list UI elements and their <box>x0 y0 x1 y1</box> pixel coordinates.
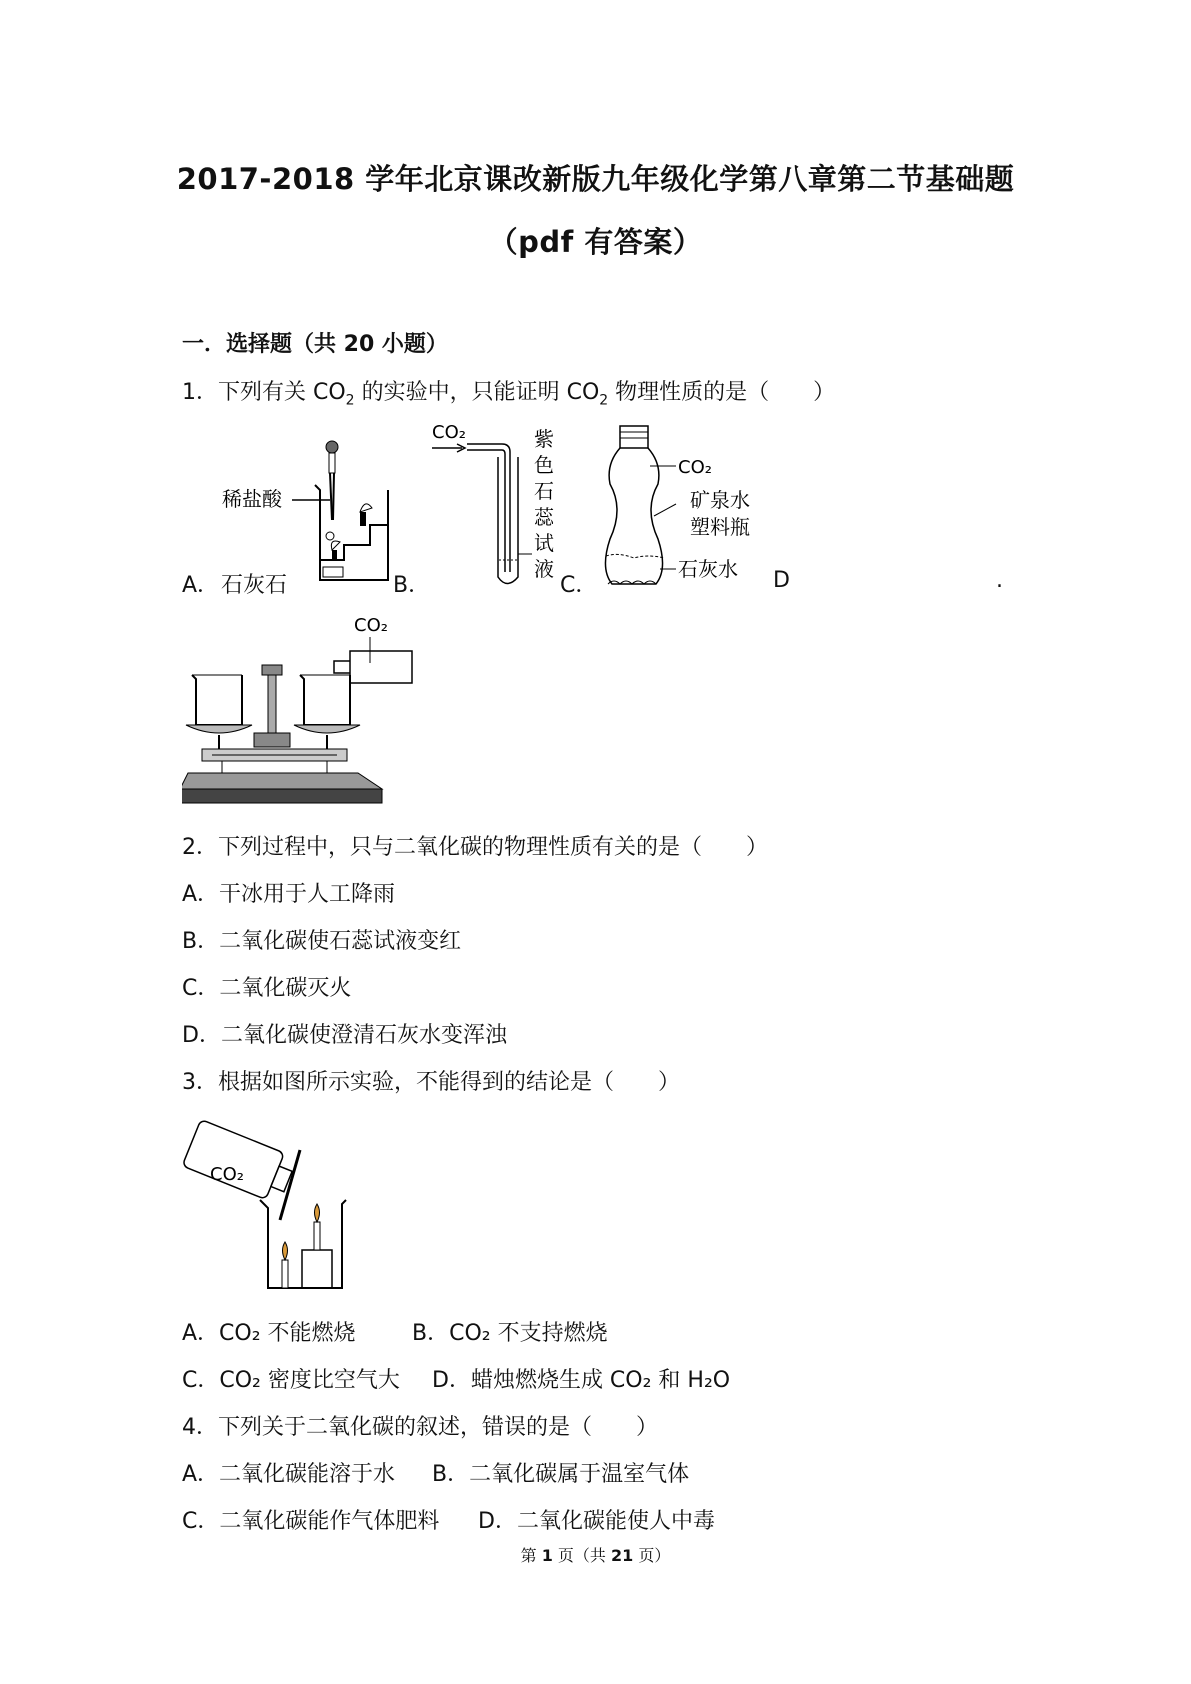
figQ3-label-co2: CO₂ <box>210 1164 244 1185</box>
page-number: 1 <box>541 1546 553 1565</box>
q2-option-d: D．二氧化碳使澄清石灰水变浑浊 <box>182 1023 507 1048</box>
page-total: 21 <box>611 1546 634 1565</box>
figC-label-water: 矿泉水 <box>690 488 750 512</box>
figB-label-2: 色 <box>534 453 554 477</box>
document-title-line2: （pdf 有答案） <box>488 225 703 259</box>
q4-option-b: B．二氧化碳属于温室气体 <box>432 1462 690 1487</box>
q3-options-row1 <box>182 1316 608 1347</box>
figB-label-co2: CO₂ <box>432 422 466 443</box>
q1-option-b: B． <box>393 573 431 598</box>
figure-q3 <box>182 1110 352 1295</box>
q3-option-c: C．CO₂ 密度比空气大 <box>182 1368 400 1393</box>
q1-option-a: A． <box>182 573 220 598</box>
figB-label-4: 蕊 <box>534 505 554 529</box>
section-heading: 一．选择题（共 20 小题） <box>182 332 448 357</box>
page-footer: 第 1 页（共 21 页） <box>520 1546 671 1565</box>
q2-option-c: C．二氧化碳灭火 <box>182 976 352 1001</box>
q3-options-row2 <box>182 1363 730 1394</box>
q1-figA-bottom-label: 石灰石 <box>221 573 288 598</box>
figD-label-co2: CO₂ <box>354 615 388 636</box>
q3-option-a: A．CO₂ 不能燃烧 <box>182 1321 356 1346</box>
q4-option-a: A．二氧化碳能溶于水 <box>182 1462 396 1487</box>
q2-option-b: B．二氧化碳使石蕊试液变红 <box>182 929 462 954</box>
q4-option-c: C．二氧化碳能作气体肥料 <box>182 1509 440 1534</box>
question-1-stem: 1．下列有关 $CO_2$ 的实验中，只能证明 $CO_2$ 物理性质的是（ ） <box>182 380 836 409</box>
question-2-stem: 2．下列过程中，只与二氧化碳的物理性质有关的是（ ） <box>182 835 768 860</box>
figB-label-3: 石 <box>534 479 554 503</box>
q3-option-d: D．蜡烛燃烧生成 CO₂ 和 H₂O <box>432 1368 731 1393</box>
figB-label-5: 试 <box>534 531 554 555</box>
document-title-line1: 2017-2018 学年北京课改新版九年级化学第八章第二节基础题 <box>176 162 1015 196</box>
q4-options-row2 <box>182 1504 715 1535</box>
q3-option-b: B．CO₂ 不支持燃烧 <box>412 1321 608 1346</box>
q4-options-row1 <box>182 1457 689 1488</box>
figC-label-co2: CO₂ <box>678 457 712 478</box>
figure-q1-a <box>220 440 400 585</box>
figure-q1-b <box>432 422 562 592</box>
q1-option-d: D <box>773 568 790 593</box>
figC-label-bottle: 塑料瓶 <box>690 515 750 539</box>
figC-label-limewater: 石灰水 <box>678 557 738 581</box>
q1-option-dot: . <box>996 568 1003 593</box>
q4-option-d: D．二氧化碳能使人中毒 <box>478 1509 715 1534</box>
figB-label-6: 液 <box>534 557 554 581</box>
question-3-stem: 3．根据如图所示实验，不能得到的结论是（ ） <box>182 1070 680 1095</box>
figB-label-1: 紫 <box>534 427 554 451</box>
question-4-stem: 4．下列关于二氧化碳的叙述，错误的是（ ） <box>182 1415 658 1440</box>
figure-q1-c <box>598 424 768 594</box>
figA-label-acid: 稀盐酸 <box>222 487 282 511</box>
q2-option-a: A．干冰用于人工降雨 <box>182 882 396 907</box>
figure-q1-d <box>182 613 422 808</box>
q1-option-c: C． <box>560 573 598 598</box>
